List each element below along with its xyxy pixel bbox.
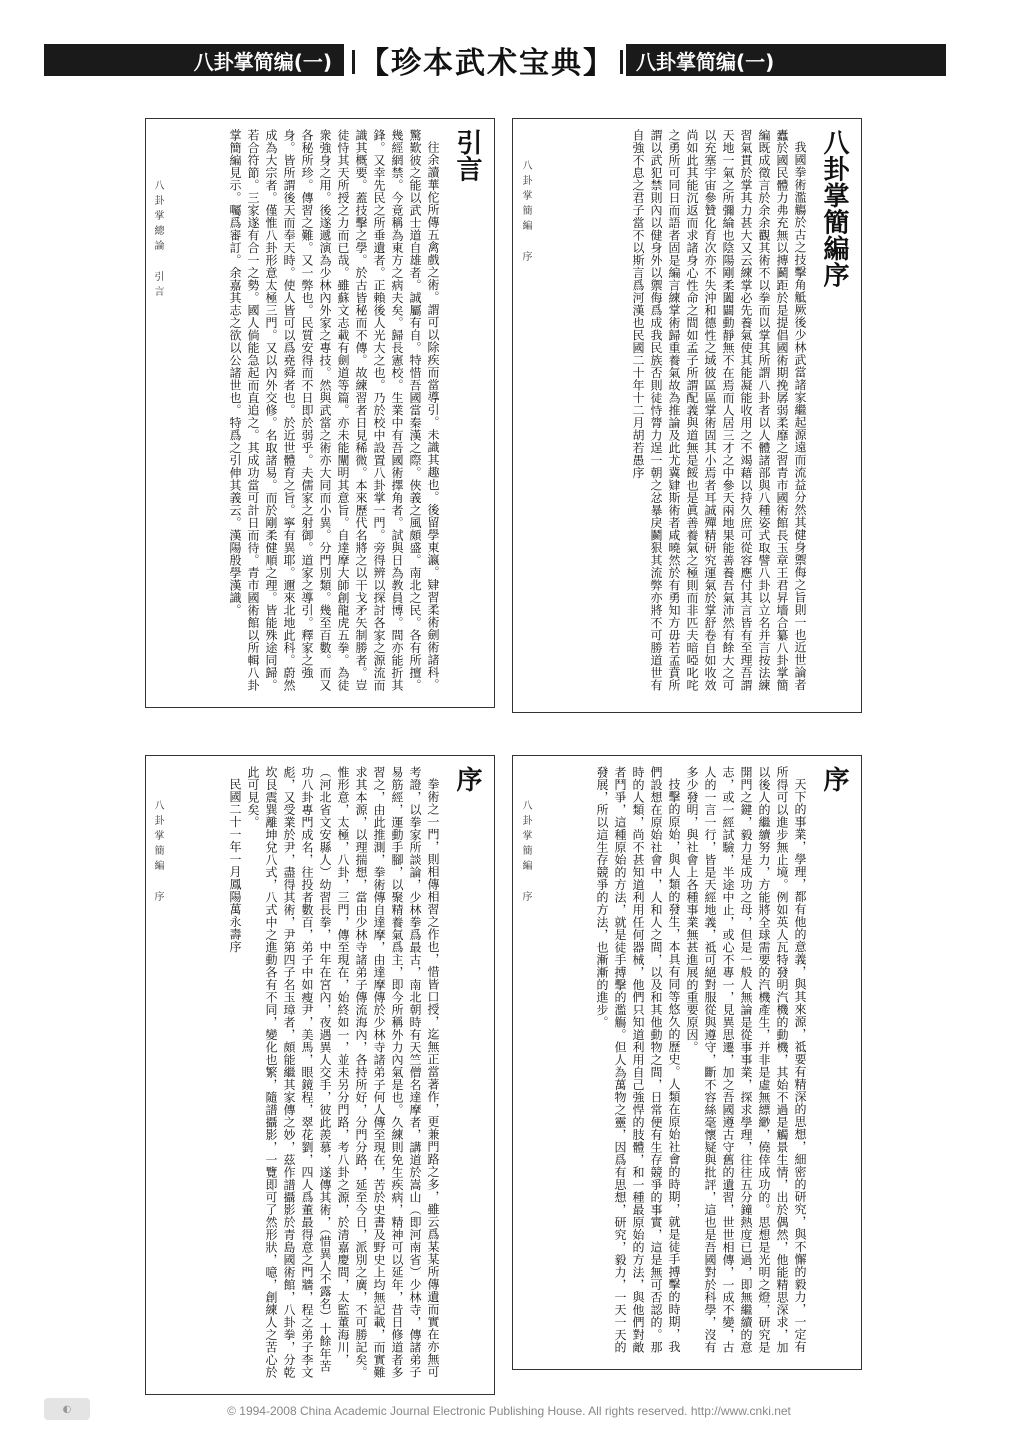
header-right-title: 八卦掌简编(一) [636,49,775,74]
preface-br-paragraph: 技擊的原始，與人類的發生，本具有同等悠久的歷史。人類在原始社會的時期，就是徒手搏擊的時期，我們設想在原始社會中，人和人之間，以及和其他動物之間，日常便有生存競爭的事實，這是無可否認的。那時的人類，尚不甚知道利用任何器械，他們只知道利用自己強悍的肢體，和一種最原始的方法，與他們對敵者鬥爭，這種原始的方法，就是徒手搏擊的濫觴。但人為萬物之靈，因爲有思想，研究，毅力，一天一天的發展，所以這生存競爭的方法，也漸漸的進步。 [595,766,681,1354]
preface-bl-signature: 民國二十一年一月鳳陽萬永壽序 [228,778,242,953]
preface-br-paragraph: 天下的事業，學理，都有他的意義，與其來源，祗要有精深的思想，細密的研究，與不懈的毅力，一定有所得可以進步無止境。例如英人瓦特發明汽機的動機，其始不過是觸景生情，出於偶然，他能精思深求，加以後人的繼續努力，方能將全球需要的汽機產生，并非是虛無縹緲，僥倖成功的。思想是光明之燈，研究是開門之鍵，毅力是成功之母，但是一般人無論是從事事業，探求學理，往往五分鐘熱度已過，即無繼續的意志，或一經試驗，半途中止，或心不專一，見異思遷，加之吾國遵古守舊的遺習，世世相傳，一成不變，古人的一言一行，皆是天經地義，祗可絕對服從與遵守，斷不容絲毫懷疑與批評，這也是吾國對於科學，沒有多少發明，與社會上各種事業無甚進展的重要原因。 [685,766,807,1354]
preface-bl-panel [145,755,495,1395]
preface-bl-paragraph: 拳術之一門，則相傳相習之作也，惜皆口授，迄無正當著作，更兼門路之多，雖云爲某某所傳遺而實在亦無可考證，以拳家所談論，少林拳爲最古，南北朝時有天竺僧名達摩者，講道於嵩山（即河南省）少林寺，傳諸弟子易筋經，運動手腳，以聚精養氣爲主，即今所稱外力內氣是也。久練則免生疾病，精神可以延年，昔日修道者多習之，由此推測，拳術傳自達摩，由達摩傳於少林寺諸弟子何人傳至現在，苦於史書及野史上均無記載，而實難求其本源，以理揣想，當由少林寺諸弟子傳流海內，各持所好，分門分路，延至今日，派別之廣，不可勝記矣。惟形意，太極，八卦，三門，傳至現在，始終如一，並未另分門路，考八卦之源，於清嘉慶間，太監董海川，（河北省文安縣人）幼習長拳，中年在宮內，夜遇異人交手，彼此羨慕，遂傳其術，（惜異人不露名）十餘年苦功八卦專門成名，往投者數百，弟子中如瘦尹，美馬，眼鏡程，翠花劉，四人爲董最得意之門牆，程之弟子李文彪，又受業於尹，盡得其術，尹第四子名玉璋者，頗能繼其家傳之妙，茲作譜攝影於青島國術館，八卦拳，分乾坎艮震巽離坤兌八式，八式中之進動各有不同，變化也繁，隨譜攝影，一覽即可了然形狀，噫，創練人之苦心於此可見矣。 [246,766,440,1379]
intro-title: 引言 [452,129,482,182]
preface-bl-text [156,766,484,1384]
preface-bl-side-label: 八卦掌簡編 序 [152,800,163,906]
header-center-title: 【珍本武术宝典】 [359,46,615,81]
preface-top-side-label: 八卦掌簡編 序 [520,160,531,266]
intro-text [156,129,484,697]
preface-top-text [523,129,851,702]
intro-paragraph: 往余讀華佗所傳五禽戲之術。謂可以除疾而當導引。未識其趣也。後留學東瀛。肄習柔術劍術諸科。驚歎彼之能以武士道自雄者。誠屬有自。特惜吾國當秦漢之際。俠義之風頗盛。南北之民。各有所擅。幾經網禁。今竟稱為東方之病夫矣。歸長憲校。生業中有吾國術擇角者。試與日為教員博。間亦能折其鋒。又幸先民之所垂遺者。正賴後人光大之也。乃於校中設置八卦掌一門。旁得辨以探討各家之源流而識其概要。蓋技擊之學。於古皆秘而不傳。故練習者日見稀微。本來歷代名將之以干戈矛矢制勝者。豈徒恃其天所授之力而已哉。雖蘇文志載有劍道等篇。亦未能闡明其意旨。自達摩大師創龍虎五拳。為徒衆強身之用。後遂遞演為少林內外家之專技。然與武當之術亦大同而小異。分門別類。幾至百數。而又各秘所珍。傳習之難。又一弊也。民質安得而不日即於弱乎。夫儒家之射御。道家之導引。釋家之強身。皆所謂後天而奉天時。使人皆可以爲堯舜者也。於近世體育之旨。寧有異耶。邇來北地此科。蔚然成為大宗者。僅惟八卦形意太極三門。又以內外交修。名取諸易。而於剛柔健順之理。皆能殊途同歸。若合符節。三家遂有合一之勢。國人倘能急起而直追之。其成功當可計日而待。青市國術館以所輯八卦掌簡編見示。囑爲審訂。余嘉其志之欲以公諸世也。特爲之引伸其義云。漢陽殷學漢識。 [228,129,440,692]
intro-panel [145,118,495,708]
banner-divider [352,50,355,74]
publisher-logo-icon: ◐ [44,1398,90,1420]
preface-br-panel [512,755,862,1370]
preface-top-paragraph: 我國拳術濫觴於古之技擊角觝厥後少林武當諸家繼起源遠而流益分然其健身禦侮之旨則一也近世論者蠹於國民體力弗充無以摶鬬距於是提倡國術期挽孱弱柔靡之習青市國術館長玉章王君昇墻合纂八卦掌簡編既成徵言於余余觀其術不以拳而以掌其所謂八卦者以人體諸部與八種姿式取譬八卦以立名并言按法練習氣貫於掌其力甚大又云練掌必先養氣使其能凝能收用之不竭藉以持久庶可從容應付其言皆有至理吾謂天地一氣之所彌綸也陰陽剛柔闔闢動靜無不在焉而人居三才之中參天兩地果能善養吾氣沛然有餘大之可以充塞宇宙參贊化育次亦不失沖和德性之域彼區區掌術固其小焉者耳誠殫精研究運氣於掌舒卷自如收效尚如此其能沉返而求諸身心性命之間如孟子所謂配義與道無是餒也是眞善養氣之極則而非匹夫暗啞叱咤之勇所可同日而語者固是編言練掌術歸重養氣故為推論及此尤冀肄斯術者咸曉然於有勇知方毋若孟賁所謂以武犯禁則內以健身外以禦侮爲成我民族否則徒恃膂力逞一朝之忿暴戾鬬狠其流弊亦將不可勝道世有自強不息之君子當不以斯言爲河漢也民國二十年十二月胡若愚序 [631,129,807,692]
intro-side-label: 八卦掌總論 引言 [152,180,163,301]
copyright-notice: © 1994-2008 China Academic Journal Electronic Publishing House. All rights reserved. http://www.cnki.net [227,1404,791,1418]
preface-br-side-label: 八卦掌簡編 序 [520,800,531,906]
preface-top-title: 八卦掌簡編序 [819,129,849,288]
preface-top-panel [512,118,862,713]
header-left-banner [44,44,344,76]
banner-divider [620,50,623,74]
preface-br-text [523,766,851,1359]
header-right-banner [626,44,946,76]
preface-br-title: 序 [819,766,849,793]
preface-bl-title: 序 [452,766,482,793]
header-left-title: 八卦掌简编(一) [193,49,332,74]
